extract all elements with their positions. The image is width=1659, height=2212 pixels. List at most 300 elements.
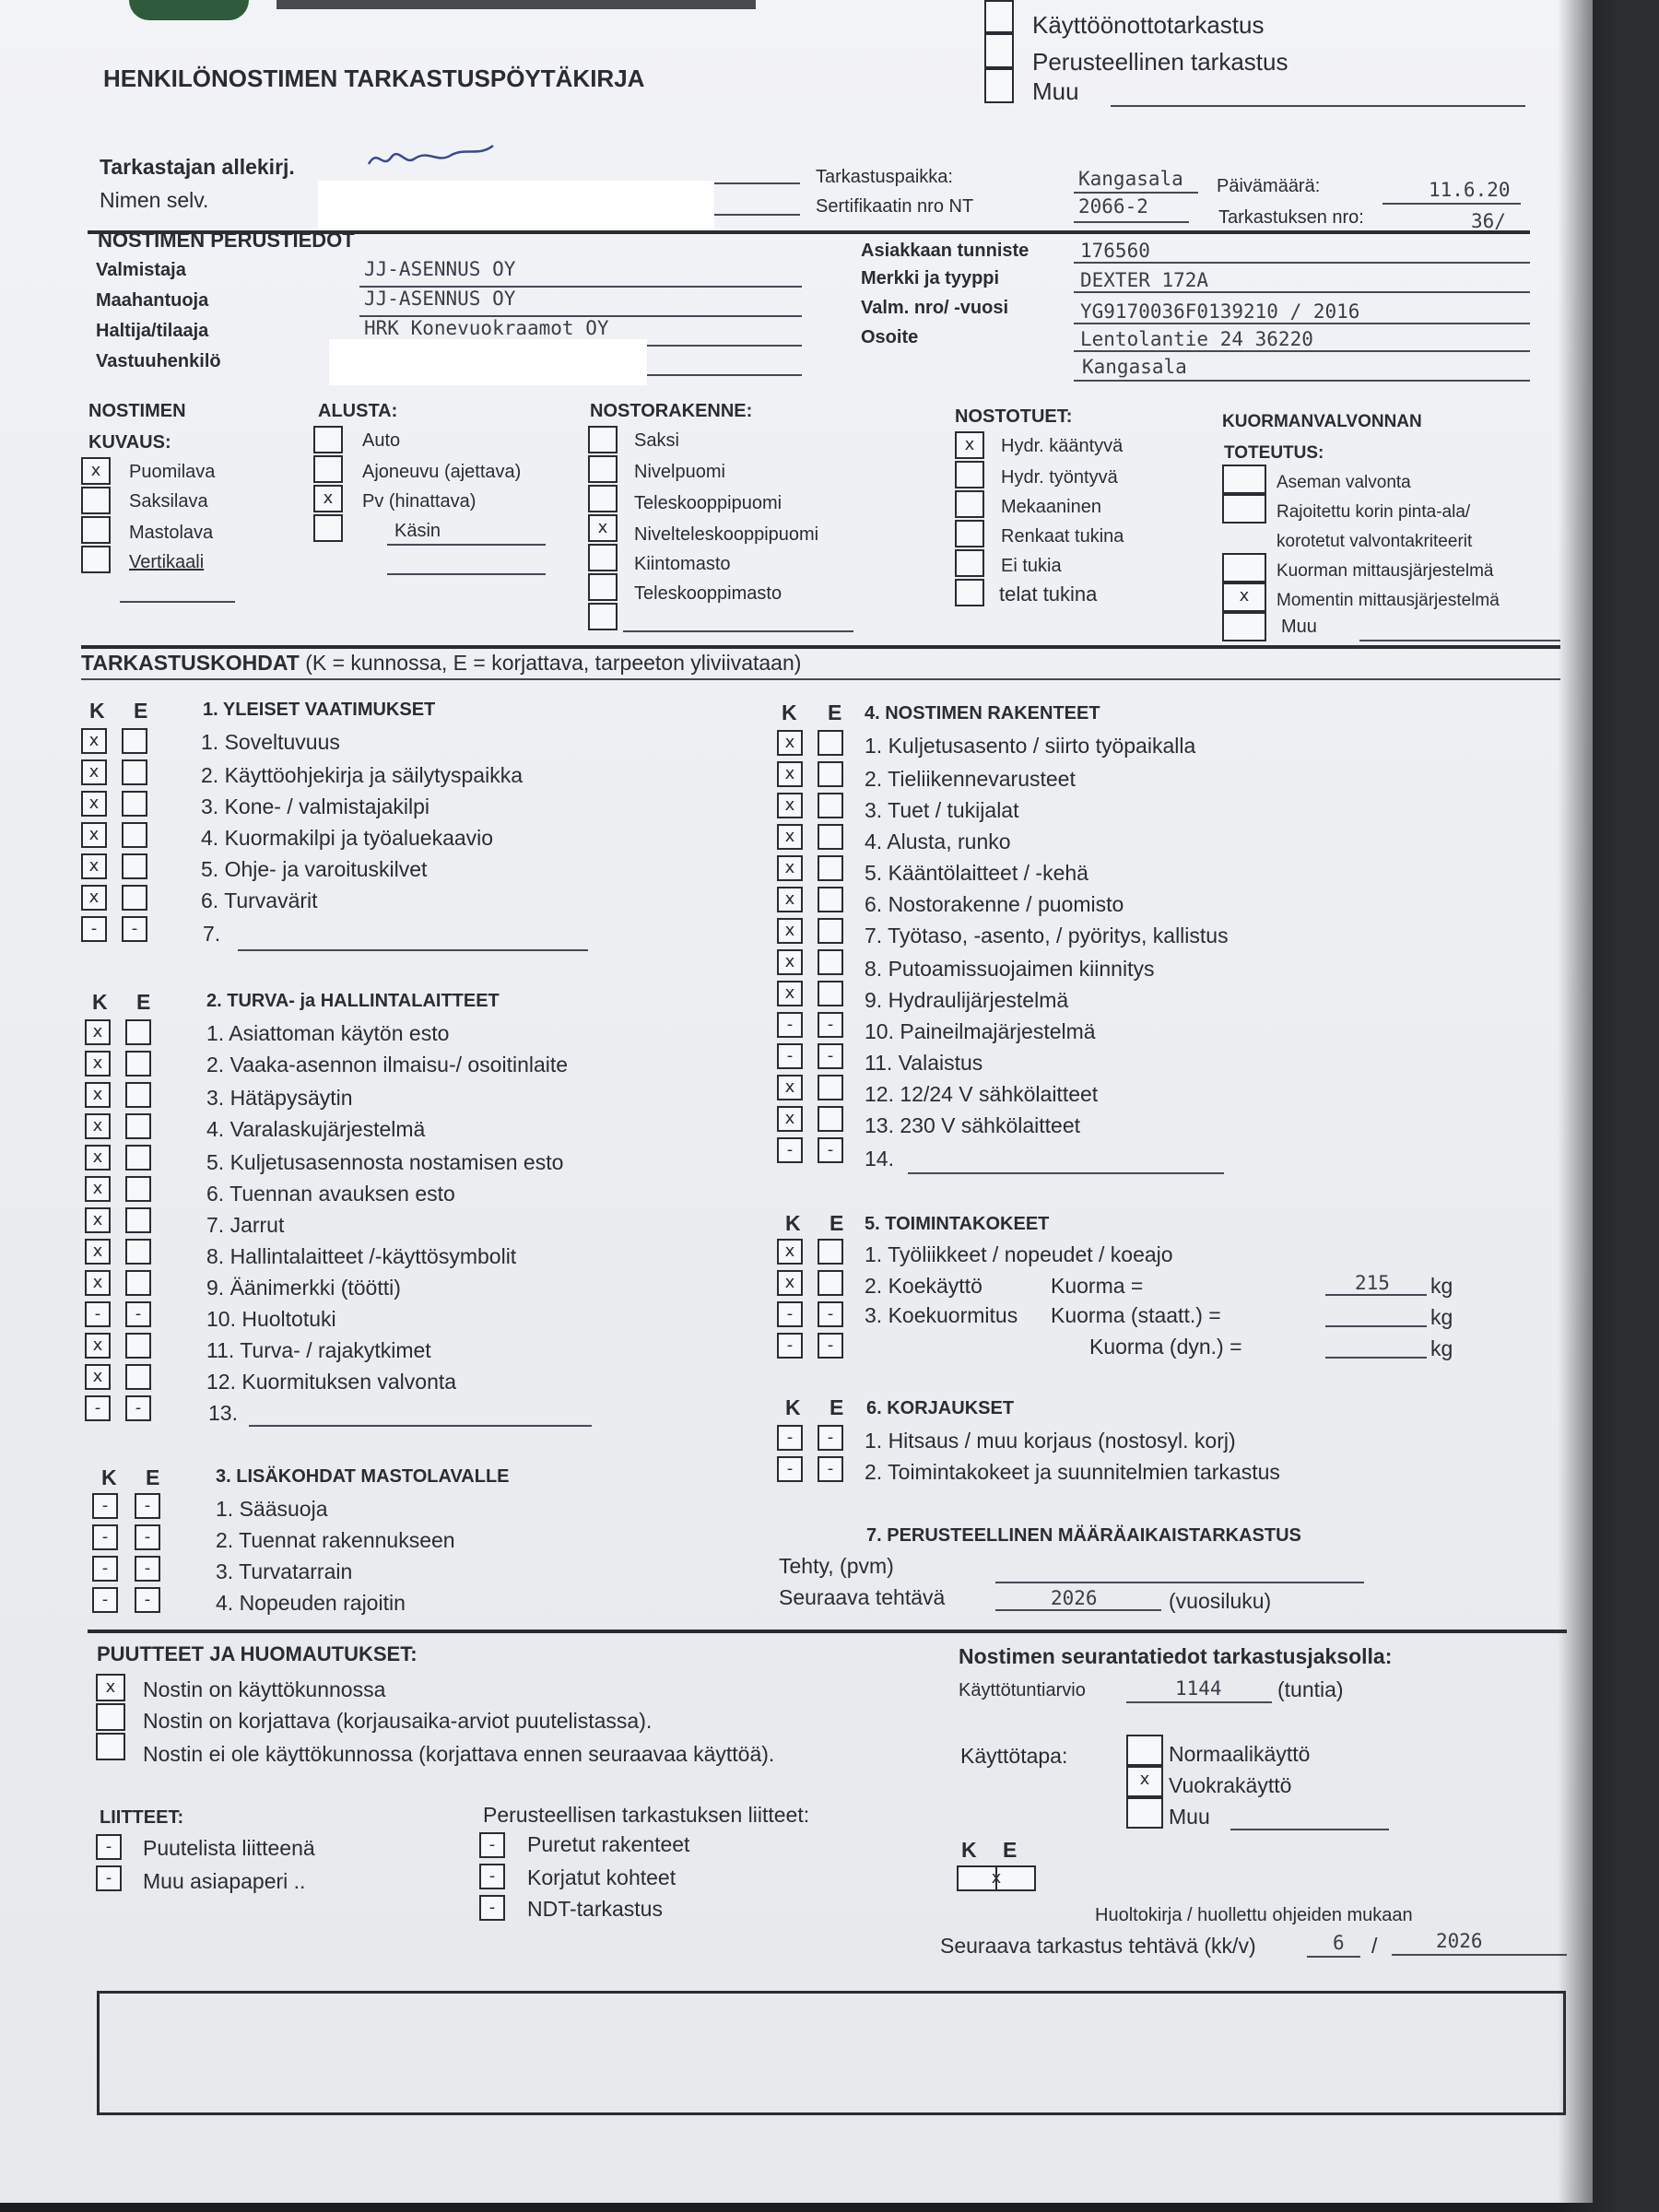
type-label-perusteellinen: Perusteellinen tarkastus [1032,48,1288,76]
s4-item: 4. Alusta, runko [865,830,1011,853]
s4-e-box[interactable] [818,761,843,787]
alusta-checkbox-kasin[interactable] [313,514,343,542]
kv-label: Rajoitettu korin pinta-ala/ [1277,502,1471,522]
s3-title: 3. LISÄKOHDAT MASTOLAVALLE [216,1466,510,1487]
usage-label: Käyttötapa: [960,1744,1068,1768]
s4-item: 2. Tieliikennevarusteet [865,767,1076,791]
company-logo [129,0,249,20]
alusta-title: ALUSTA: [318,401,398,421]
s3-k-header: K [101,1465,117,1489]
s4-e-box[interactable] [818,730,843,756]
s2-item: 2. Vaaka-asennon ilmaisu-/ osoitinlaite [206,1053,569,1077]
nostorakenne-checkbox[interactable] [588,485,618,512]
attachment-checkbox[interactable]: - [96,1834,122,1860]
s2-e-box[interactable] [125,1113,151,1139]
s4-item: 8. Putoamissuojaimen kiinnitys [865,957,1155,981]
checks-subtitle: (K = kunnossa, E = korjattava, tarpeeton yliviivataan) [305,651,802,675]
nostotuet-checkbox[interactable]: x [955,431,984,459]
remarks-item: Nostin on käyttökunnossa [143,1677,386,1701]
nostorakenne-label: Nivelteleskooppipuomi [634,524,819,545]
nostorakenne-label: Nivelpuomi [634,462,725,482]
s4-item14-line [908,1172,1224,1174]
s2-k-box[interactable]: - [85,1301,111,1327]
s3-k-box[interactable]: - [92,1587,118,1613]
attachment-item: Puutelista liitteenä [143,1836,315,1860]
usage-checkbox-normal[interactable] [1126,1735,1163,1766]
s1-item: 3. Kone- / valmistajakilpi [201,794,429,818]
s7-next-value: 2026 [1051,1587,1098,1609]
nostotuet-label: Mekaaninen [1001,497,1101,517]
deep-attachment-checkbox[interactable]: - [479,1895,505,1921]
s4-k-box[interactable]: - [777,1137,803,1163]
s2-item13-line [249,1425,592,1427]
s4-k-box[interactable]: x [777,1106,803,1132]
s3-item: 4. Nopeuden rajoitin [216,1591,406,1615]
kuvaus-title-2: KUVAUS: [88,432,171,453]
s7-next-line [995,1609,1161,1611]
s5-e-box[interactable]: - [818,1333,843,1359]
s3-e-box[interactable]: - [135,1493,160,1519]
type-label-kayttoonotto: Käyttöönottotarkastus [1032,11,1265,39]
importer-label: Maahantuoja [96,290,209,311]
kuvaus-checkbox-saksilava[interactable] [81,487,111,514]
checks-underline [81,678,1560,680]
type-checkbox-muu[interactable] [984,68,1014,103]
s4-item: 14. [865,1147,894,1171]
s2-k-header: K [92,990,108,1014]
s4-k-box[interactable]: x [777,793,803,818]
s4-e-box[interactable] [818,981,843,1006]
kv-label: Kuorman mittausjärjestelmä [1277,561,1494,581]
s5-k-box[interactable]: x [777,1239,803,1265]
next-label: Seuraava tarkastus tehtävä (kk/v) [940,1934,1256,1958]
alusta-label: Ajoneuvu (ajettava) [362,462,522,482]
notes-box[interactable] [97,1991,1566,2115]
s2-e-box[interactable] [125,1019,151,1045]
alusta-checkbox-pv[interactable]: x [313,485,343,512]
nostorakenne-checkbox[interactable] [588,455,618,483]
s5-e-box[interactable] [818,1270,843,1296]
kv-checkbox[interactable] [1222,465,1266,494]
s3-item: 2. Tuennat rakennukseen [216,1528,455,1552]
basics-title: NOSTIMEN PERUSTIEDOT [98,229,355,252]
nostorakenne-checkbox[interactable]: x [588,514,618,542]
s2-item: 12. Kuormituksen valvonta [206,1370,457,1394]
date-line [1382,203,1521,205]
kv-checkbox[interactable] [1222,553,1266,582]
s2-item: 13. [208,1401,238,1425]
s4-e-box[interactable] [818,855,843,881]
s5-title: 5. TOIMINTAKOKEET [865,1214,1050,1234]
s6-k-box[interactable]: - [777,1456,803,1482]
s2-item: 11. Turva- / rajakytkimet [206,1338,431,1362]
alusta-checkbox-ajoneuvu[interactable] [313,455,343,483]
s4-k-box[interactable]: x [777,855,803,881]
s2-e-box[interactable] [125,1145,151,1171]
remarks-checkbox-not-ok[interactable] [96,1733,125,1760]
nostotuet-checkbox[interactable] [955,461,984,488]
inspector-signature [364,138,502,180]
s7-next-label: Seuraava tehtävä [779,1585,946,1609]
s4-title: 4. NOSTIMEN RAKENTEET [865,703,1100,724]
s2-e-box[interactable] [125,1239,151,1265]
kuvaus-checkbox-mastolava[interactable] [81,516,111,544]
s2-k-box[interactable]: x [85,1239,111,1265]
s4-e-box[interactable] [818,793,843,818]
s5-item: 2. Koekäyttö [865,1274,982,1298]
s7-title: 7. PERUSTEELLINEN MÄÄRÄAIKAISTARKASTUS [866,1525,1301,1546]
logo-wordmark [276,0,756,9]
s3-e-box[interactable]: - [135,1556,160,1582]
s4-item: 9. Hydraulijärjestelmä [865,988,1069,1012]
s1-k-box[interactable]: x [81,853,107,879]
owner-value: HRK Konevuokraamot OY [364,317,609,339]
s2-k-box[interactable]: x [85,1113,111,1139]
load-label: Kuorma = [1051,1274,1144,1298]
service-k-header: K [961,1838,977,1862]
s2-e-box[interactable] [125,1082,151,1108]
s3-item: 3. Turvatarrain [216,1559,353,1583]
s2-item: 9. Äänimerkki (töötti) [206,1276,401,1300]
follow-title: Nostimen seurantatiedot tarkastusjaksolla: [959,1644,1393,1668]
s4-e-box[interactable] [818,949,843,975]
next-year: 2026 [1436,1930,1483,1952]
s2-e-box[interactable] [125,1333,151,1359]
place-line [1074,192,1198,194]
s3-k-box[interactable]: - [92,1524,118,1550]
s5-k-box[interactable]: - [777,1301,803,1327]
hours-value: 1144 [1175,1677,1222,1700]
alusta-label: Pv (hinattava) [362,491,477,512]
service-k-box[interactable]: x [957,1865,1036,1891]
hours-label: Käyttötuntiarvio [959,1680,1086,1700]
deep-attachment-checkbox[interactable]: - [479,1864,505,1889]
s1-item: 4. Kuormakilpi ja työaluekaavio [201,826,494,850]
s4-e-box[interactable]: - [818,1043,843,1069]
s2-e-box[interactable] [125,1270,151,1296]
s6-item: 2. Toimintakokeet ja suunnitelmien tarkastus [865,1460,1280,1484]
kuvaus-label: Puomilava [129,462,216,482]
s2-item: 5. Kuljetusasennosta nostamisen esto [206,1150,564,1174]
number-label: Tarkastuksen nro: [1218,207,1364,228]
hours-unit: (tuntia) [1277,1677,1344,1701]
s1-k-box[interactable]: x [81,728,107,754]
s4-item: 6. Nostorakenne / puomisto [865,892,1124,916]
type-muu-line [1111,105,1525,107]
s6-e-box[interactable]: - [818,1425,843,1451]
s2-e-box[interactable] [125,1207,151,1233]
nostotuet-label: telat tukina [999,582,1098,606]
s4-k-box[interactable]: x [777,1075,803,1100]
kuvaus-title-1: NOSTIMEN [88,401,186,421]
kv-label: Aseman valvonta [1277,473,1411,492]
s4-item: 12. 12/24 V sähkölaitteet [865,1082,1099,1106]
s2-k-box[interactable]: x [85,1333,111,1359]
s1-k-box[interactable]: x [81,822,107,848]
manufacturer-label: Valmistaja [96,260,186,280]
importer-value: JJ-ASENNUS OY [364,288,516,310]
s6-k-box[interactable]: - [777,1425,803,1451]
cert-value: 2066-2 [1078,195,1148,218]
address-value-1: Lentolantie 24 36220 [1080,328,1313,350]
next-slash: / [1371,1934,1378,1958]
s4-item: 1. Kuljetusasento / siirto työpaikalla [865,734,1196,758]
address-line-2 [1074,380,1530,382]
load-dyn-unit: kg [1430,1336,1453,1360]
form-title: HENKILÖNOSTIMEN TARKASTUSPÖYTÄKIRJA [103,65,645,92]
usage-other-line [1230,1829,1389,1830]
nostorakenne-checkbox[interactable] [588,603,618,630]
s2-item: 4. Varalaskujärjestelmä [206,1117,426,1141]
remarks-checkbox-repair[interactable] [96,1703,125,1731]
usage-checkbox-other[interactable] [1126,1797,1163,1829]
usage-item: Muu [1169,1805,1210,1829]
alusta-extra-line [387,573,546,575]
s4-item: 10. Paineilmajärjestelmä [865,1019,1096,1043]
redacted-name [318,181,714,229]
kv-label: Momentin mittausjärjestelmä [1277,591,1500,610]
kv-muu-line [1359,640,1560,641]
redacted-responsible [329,339,647,385]
customer-id-label: Asiakkaan tunniste [861,241,1030,261]
s3-k-box[interactable]: - [92,1556,118,1582]
s1-k-box[interactable]: x [81,791,107,817]
kv-label: korotetut valvontakriteerit [1277,532,1473,551]
next-year-line [1392,1954,1567,1956]
s1-item: 2. Käyttöohjekirja ja säilytyspaikka [201,763,523,787]
s5-e-header: E [830,1211,844,1235]
s2-e-box[interactable] [125,1051,151,1077]
deep-attachment-checkbox[interactable]: - [479,1832,505,1858]
usage-checkbox-rental[interactable]: x [1126,1766,1163,1797]
responsible-label: Vastuuhenkilö [96,351,221,371]
service-box-divider [995,1865,997,1891]
s5-item: 1. Työliikkeet / nopeudet / koeajo [865,1242,1173,1266]
deep-attachment-item: Korjatut kohteet [527,1865,677,1889]
s1-e-box[interactable] [122,853,147,879]
s1-e-box[interactable] [122,728,147,754]
next-month: 6 [1333,1932,1345,1954]
s3-item: 1. Sääsuoja [216,1497,328,1521]
s2-k-box[interactable]: x [85,1051,111,1077]
customer-id-value: 176560 [1080,240,1150,262]
s1-k-box[interactable]: x [81,759,107,785]
s2-k-box[interactable]: x [85,1145,111,1171]
divider-remarks [88,1630,1567,1633]
s2-k-box[interactable]: x [85,1207,111,1233]
s2-k-box[interactable]: x [85,1364,111,1390]
date-label: Päivämäärä: [1217,176,1321,196]
s5-k-box[interactable]: x [777,1270,803,1296]
signature-label: Tarkastajan allekirj. [100,155,295,179]
s1-item: 5. Ohje- ja varoituskilvet [201,857,428,881]
s6-e-header: E [830,1395,844,1419]
s4-e-box[interactable] [818,1075,843,1100]
s4-item: 3. Tuet / tukijalat [865,798,1019,822]
date-value: 11.6.20 [1429,179,1511,201]
attachments-title: LIITTEET: [100,1807,184,1828]
s1-k-header: K [89,699,105,723]
brand-value: DEXTER 172A [1080,269,1209,291]
nostotuet-checkbox[interactable] [955,579,984,606]
s2-k-box[interactable]: x [85,1019,111,1045]
s2-e-box[interactable]: - [125,1395,151,1421]
usage-item: Vuokrakäyttö [1169,1773,1292,1797]
address-label: Osoite [861,327,919,347]
s2-item: 3. Hätäpysäytin [206,1086,353,1110]
s1-e-box[interactable] [122,759,147,785]
remarks-item: Nostin on korjattava (korjausaika-arviot puutelistassa). [143,1709,653,1733]
s1-item: 6. Turvavärit [201,888,318,912]
divider-checks [81,645,1560,649]
s4-k-box[interactable]: - [777,1043,803,1069]
kv-title-1: KUORMANVALVONNAN [1222,412,1422,431]
s4-e-header: E [828,700,842,724]
s3-e-header: E [146,1465,160,1489]
address-line-1 [1074,350,1530,352]
nostorakenne-checkbox[interactable] [588,573,618,601]
s1-e-box[interactable] [122,791,147,817]
load-static-line [1325,1325,1427,1327]
s3-e-box[interactable]: - [135,1587,160,1613]
name-label: Nimen selv. [100,188,209,212]
nostorakenne-checkbox[interactable] [588,544,618,571]
s4-e-box[interactable]: - [818,1012,843,1038]
type-label-muu: Muu [1032,77,1079,105]
s4-item: 7. Työtaso, -asento, / pyöritys, kallistus [865,924,1229,947]
kv-checkbox[interactable]: x [1222,582,1266,612]
attachment-item: Muu asiapaperi .. [143,1869,306,1893]
load-static-unit: kg [1430,1305,1453,1329]
nostotuet-checkbox[interactable] [955,549,984,577]
s4-k-box[interactable]: x [777,918,803,944]
nostorakenne-label: Teleskooppipuomi [634,493,782,513]
s4-item: 11. Valaistus [865,1051,983,1075]
remarks-checkbox-ok[interactable]: x [96,1674,125,1701]
alusta-label: Käsin [394,521,441,541]
s2-k-box[interactable]: - [85,1395,111,1421]
checks-title: TARKASTUSKOHDAT [81,651,300,675]
kv-checkbox[interactable] [1222,612,1266,641]
brand-label: Merkki ja tyyppi [861,268,1000,288]
s2-e-box[interactable] [125,1176,151,1202]
nostorakenne-title: NOSTORAKENNE: [590,401,753,421]
kuvaus-label: Vertikaali [129,552,205,572]
s4-e-box[interactable] [818,918,843,944]
s4-k-box[interactable]: x [777,981,803,1006]
s4-item: 13. 230 V sähkölaitteet [865,1113,1080,1137]
alusta-label: Auto [362,430,401,451]
deep-attachment-item: NDT-tarkastus [527,1897,663,1921]
kv-title-2: TOTEUTUS: [1224,443,1324,463]
name-line [714,214,800,216]
nostotuet-checkbox[interactable] [955,490,984,518]
cert-label: Sertifikaatin nro NT [816,196,974,217]
s4-e-box[interactable] [818,824,843,850]
s2-k-box[interactable]: x [85,1082,111,1108]
s4-e-box[interactable]: - [818,1137,843,1163]
s4-item: 5. Kääntölaitteet / -kehä [865,861,1088,885]
alusta-checkbox-auto[interactable] [313,426,343,453]
load-dyn-line [1325,1357,1427,1359]
nostotuet-checkbox[interactable] [955,520,984,547]
s5-k-header: K [785,1211,801,1235]
s3-k-box[interactable]: - [92,1493,118,1519]
kv-checkbox[interactable] [1222,494,1266,524]
remarks-title: PUUTTEET JA HUOMAUTUKSET: [97,1642,418,1665]
remarks-item: Nostin ei ole käyttökunnossa (korjattava ennen seuraavaa käyttöä). [143,1742,775,1766]
s2-e-box[interactable]: - [125,1301,151,1327]
s4-k-box[interactable]: x [777,761,803,787]
s5-e-box[interactable] [818,1239,843,1265]
nostorakenne-extra-line [623,630,853,632]
s3-e-box[interactable]: - [135,1524,160,1550]
s2-k-box[interactable]: x [85,1270,111,1296]
brand-line [1074,291,1530,293]
load-static-label: Kuorma (staatt.) = [1051,1303,1221,1327]
serial-label: Valm. nro/ -vuosi [861,298,1009,318]
s2-item: 6. Tuennan avauksen esto [206,1182,455,1206]
next-month-line [1307,1956,1360,1958]
s4-e-box[interactable] [818,887,843,912]
service-label: Huoltokirja / huollettu ohjeiden mukaan [1095,1905,1413,1925]
s2-item: 1. Asiattoman käytön esto [206,1021,450,1045]
s5-k-box[interactable]: - [777,1333,803,1359]
load-value: 215 [1355,1272,1390,1294]
kuvaus-checkbox-puomilava[interactable]: x [81,457,111,485]
s4-k-box[interactable]: x [777,824,803,850]
s4-k-box[interactable]: - [777,1012,803,1038]
kuvaus-checkbox-vertikaali[interactable] [81,546,111,573]
s2-item: 10. Huoltotuki [206,1307,336,1331]
checks-header [81,653,801,674]
address-value-2: Kangasala [1082,356,1187,378]
s4-k-box[interactable]: x [777,730,803,756]
s7-next-unit: (vuosiluku) [1169,1589,1272,1613]
s1-e-box[interactable]: - [122,916,147,942]
nostotuet-label: Hydr. kääntyvä [1001,436,1124,456]
kv-label: Muu [1281,617,1317,637]
type-checkbox-kayttoonotto[interactable] [984,0,1014,33]
s4-k-header: K [782,700,797,724]
s1-k-box[interactable]: - [81,916,107,942]
s4-k-box[interactable]: x [777,949,803,975]
deep-attachment-item: Puretut rakenteet [527,1832,690,1856]
nostorakenne-label: Saksi [634,430,679,451]
s1-k-box[interactable]: x [81,885,107,911]
kuvaus-label: Mastolava [129,523,214,543]
s5-item: 3. Koekuormitus [865,1303,1018,1327]
load-dyn-label: Kuorma (dyn.) = [1089,1335,1242,1359]
s2-k-box[interactable]: x [85,1176,111,1202]
s1-e-box[interactable] [122,885,147,911]
s4-e-box[interactable] [818,1106,843,1132]
s6-e-box[interactable]: - [818,1456,843,1482]
s2-e-box[interactable] [125,1364,151,1390]
attachment-checkbox[interactable]: - [96,1865,122,1891]
serial-line [1074,323,1530,324]
s1-e-box[interactable] [122,822,147,848]
s2-e-header: E [136,990,151,1014]
nostotuet-label: Hydr. työntyvä [1001,467,1118,488]
s6-k-header: K [785,1395,801,1419]
nostorakenne-checkbox[interactable] [588,426,618,453]
s5-e-box[interactable]: - [818,1301,843,1327]
alusta-kasin-line [387,544,546,546]
s4-k-box[interactable]: x [777,887,803,912]
type-checkbox-perusteellinen[interactable] [984,33,1014,68]
nostorakenne-label: Teleskooppimasto [634,583,782,604]
